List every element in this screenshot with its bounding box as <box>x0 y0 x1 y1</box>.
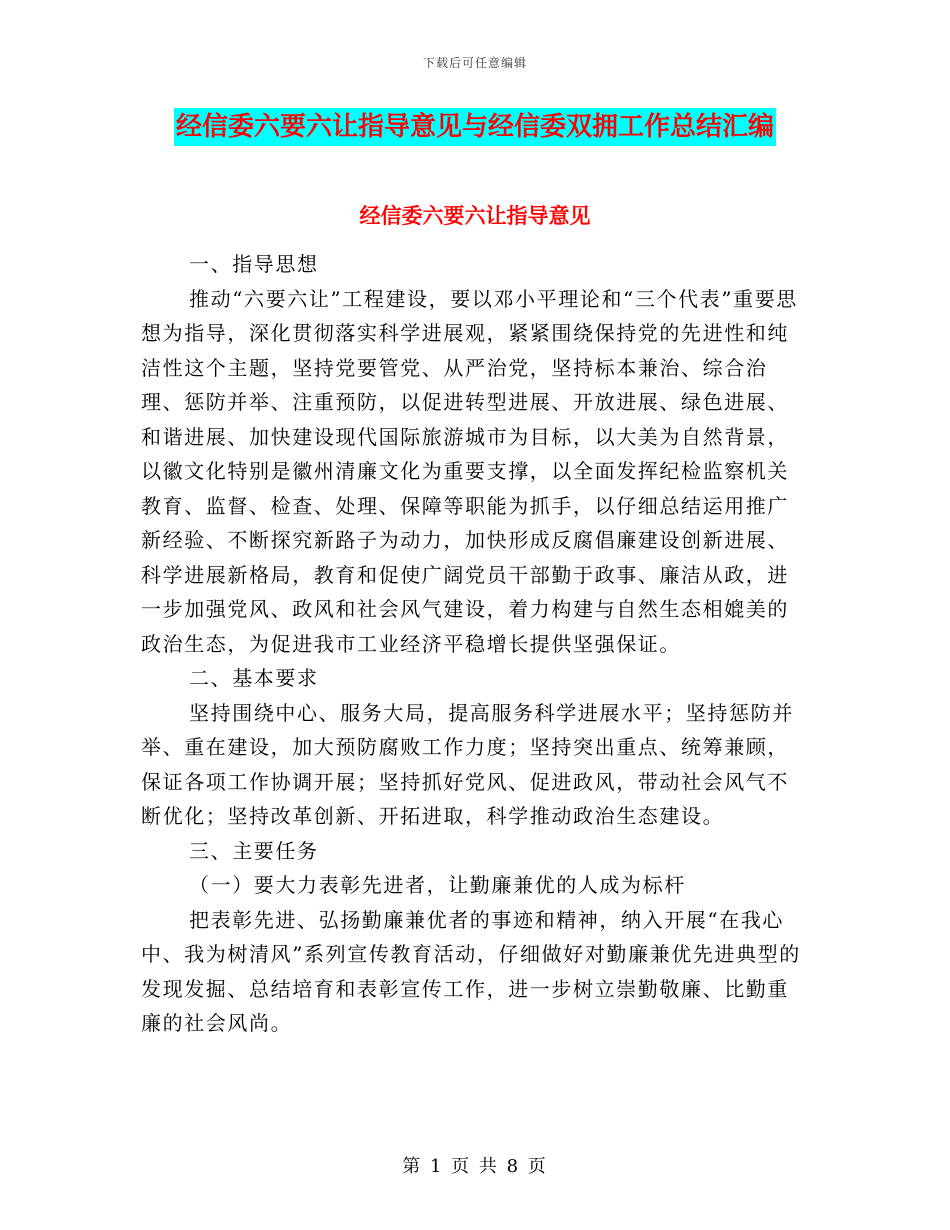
subheading-task-one: （一）要大力表彰先进者，让勤廉兼优的人成为标杆 <box>189 873 686 897</box>
document-title-container <box>0 108 950 146</box>
paragraph-guiding-ideology: 推动“六要六让”工程建设，要以邓小平理论和“三个代表”重要思想为指导，深化贯彻落实科学进展观，紧紧围绕保持党的先进性和纯洁性这个主题，坚持党要管党、从严治党，坚持标本兼治、综合治理、惩防并举、注重预防，以促进转型进展、开放进展、绿色进展、和谐进展、加快建设现代国际旅游城市为目标，以大美为自然背景，以徽文化特别是徽州清廉文化为重要支撑，以全面发挥纪检监察机关教育、监督、检查、处理、保障等职能为抓手，以仔细总结运用推广新经验、不断探究新路子为动力，加快形成反腐倡廉建设创新进展、科学进展新格局，教育和促使广阔党员干部勤于政事、廉洁从政，进一步加强党风、政风和社会风气建设，着力构建与自然生态相媲美的政治生态，为促进我市工业经济平稳增长提供坚强保证。 <box>141 286 798 656</box>
page-header-note: 下载后可任意编辑 <box>422 56 527 70</box>
heading-main-tasks: 三、主要任务 <box>189 838 319 863</box>
paragraph-task-one: 把表彰先进、弘扬勤廉兼优者的事迹和精神，纳入开展“在我心中、我为树清风”系列宣传教育活动，仔细做好对勤廉兼优先进典型的发现发掘、总结培育和表彰宣传工作，进一步树立崇勤敬廉、比勤重廉的社会风尚。 <box>141 907 801 1035</box>
document-title: 经信委六要六让指导意见与经信委双拥工作总结汇编 <box>174 108 776 146</box>
heading-basic-requirements: 二、基本要求 <box>189 666 319 690</box>
heading-guiding-ideology: 一、指导思想 <box>189 252 319 276</box>
page-number: 第 1 页 共 8 页 <box>402 1156 548 1177</box>
section-title: 经信委六要六让指导意见 <box>359 204 591 228</box>
document-body <box>141 247 801 1041</box>
paragraph-basic-requirements: 坚持围绕中心、服务大局，提高服务科学进展水平；坚持惩防并举、重在建设，加大预防腐败工作力度；坚持突出重点、统筹兼顾，保证各项工作协调开展；坚持抓好党风、促进政风，带动社会风气不断优化；坚持改革创新、开拓进取，科学推动政治生态建设。 <box>141 700 794 828</box>
